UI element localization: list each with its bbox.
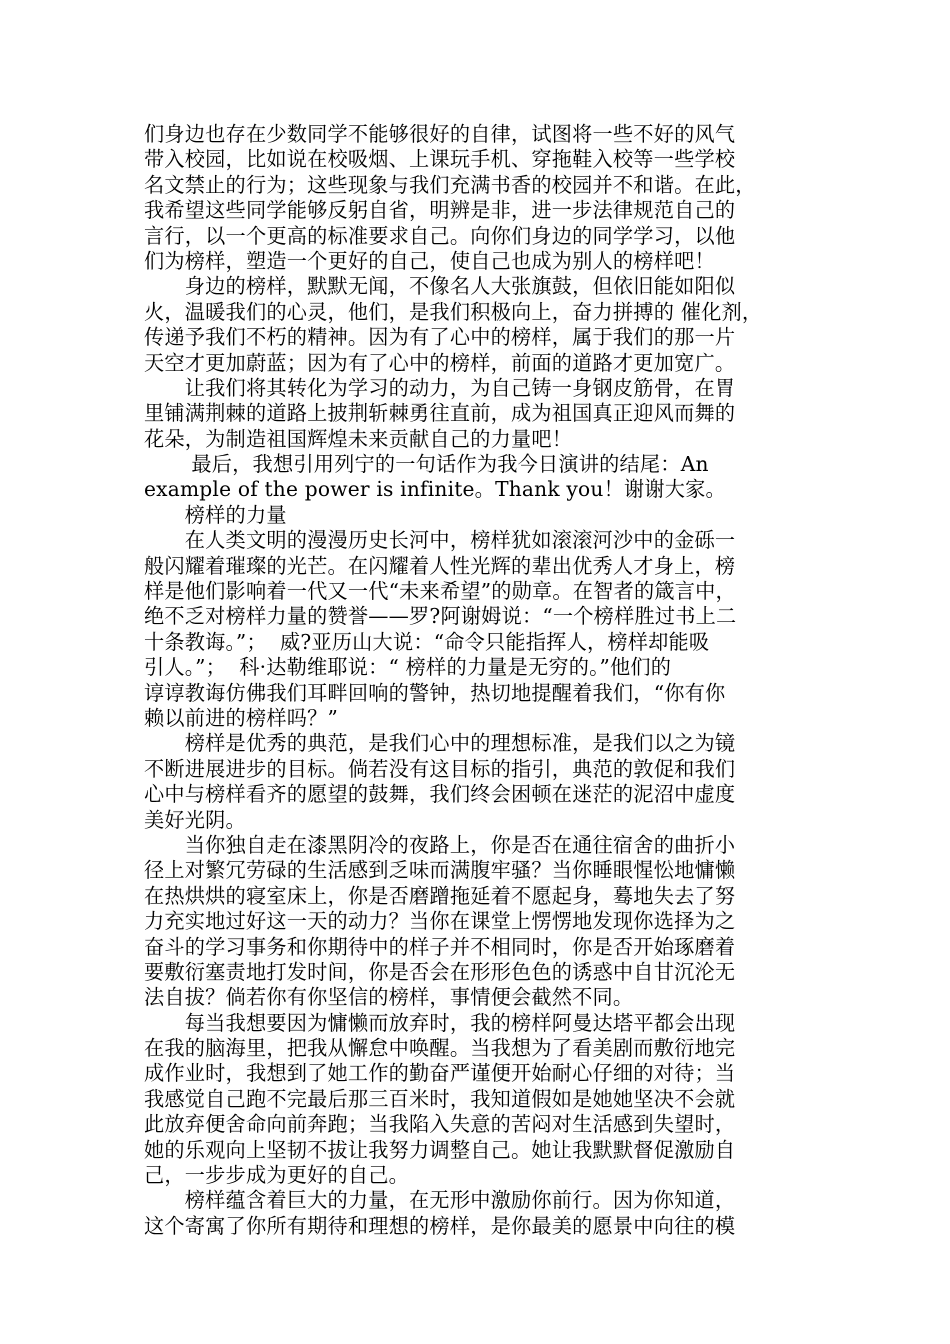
text-line: 法自拔？倘若你有你坚信的榜样，事情便会截然不同。: [144, 985, 634, 1010]
text-line: 绝不乏对榜样力量的赞誉——罗?阿谢姆说：“一个榜样胜过书上二: [144, 604, 737, 629]
text-line: 我感觉自己跑不完最后那三百米时，我知道假如是她她坚决不会就: [144, 1086, 736, 1111]
text-line: 火，温暖我们的心灵，他们，是我们积极向上，奋力拼搏的 催化剂，: [144, 299, 763, 324]
text-line: 谆谆教诲仿佛我们耳畔回响的警钟，热切地提醒着我们，“你有你: [144, 680, 726, 705]
text-line: 己，一步步成为更好的自己。: [144, 1163, 410, 1188]
text-line: 十条教诲。”； 威?亚历山大说：“命令只能指挥人，榜样却能吸: [144, 629, 710, 654]
text-line: 成作业时，我想到了她工作的勤奋严谨便开始耐心仔细的对待；当: [144, 1061, 736, 1086]
text-line: 不断进展进步的目标。倘若没有这目标的指引，典范的敦促和我们: [144, 756, 736, 781]
text-line: 奋斗的学习事务和你期待中的样子并不相同时，你是否开始琢磨着: [144, 934, 736, 959]
text-line: 这个寄寓了你所有期待和理想的榜样，是你最美的愿景中向往的模: [144, 1213, 736, 1238]
text-line: 美好光阴。: [144, 807, 246, 832]
text-line: 她的乐观向上坚韧不拔让我努力调整自己。她让我默默督促激励自: [144, 1137, 736, 1162]
text-line: 我希望这些同学能够反躬自省，明辨是非，进一步法律规范自己的: [144, 198, 736, 223]
text-line: 让我们将其转化为学习的动力，为自己铸一身钢皮筋骨，在胃: [144, 375, 736, 400]
text-line: 带入校园，比如说在校吸烟、上课玩手机、穿拖鞋入校等一些学校: [144, 147, 736, 172]
section-heading: 榜样的力量: [144, 502, 287, 527]
text-line: 花朵，为制造祖国辉煌未来贡献自己的力量吧！: [144, 426, 573, 451]
text-line: 力充实地过好这一天的动力？当你在课堂上愣愣地发现你选择为之: [144, 909, 736, 934]
text-line: 赖以前进的榜样吗？”: [144, 705, 339, 730]
text-line: 样是他们影响着一代又一代“未来希望”的勋章。在智者的箴言中，: [144, 579, 736, 604]
text-line: 天空才更加蔚蓝；因为有了心中的榜样，前面的道路才更加宽广。: [144, 350, 736, 375]
text-line: example of the power is infinite。Thank you！谢谢大家。: [144, 477, 726, 502]
text-line: 引人。”； 科·达勒维耶说：“ 榜样的力量是无穷的。”他们的: [144, 655, 672, 680]
text-line: 榜样是优秀的典范，是我们心中的理想标准，是我们以之为镜: [144, 731, 736, 756]
text-line: 径上对繁冗劳碌的生活感到乏味而满腹牢骚？当你睡眼惺忪地慵懒: [144, 858, 736, 883]
text-line: 在人类文明的漫漫历史长河中，榜样犹如滚滚河沙中的金砾一: [144, 528, 736, 553]
text-line: 里铺满荆棘的道路上披荆斩棘勇往直前，成为祖国真正迎风而舞的: [144, 401, 736, 426]
text-line: 言行，以一个更高的标准要求自己。向你们身边的同学学习，以他: [144, 223, 736, 248]
text-line: 身边的榜样，默默无闻，不像名人大张旗鼓，但依旧能如阳似: [144, 274, 736, 299]
text-line: 当你独自走在漆黑阴冷的夜路上，你是否在通往宿舍的曲折小: [144, 832, 736, 857]
text-line: 在我的脑海里，把我从懈怠中唤醒。当我想为了看美剧而敷衍地完: [144, 1036, 736, 1061]
text-line: 传递予我们不朽的精神。因为有了心中的榜样，属于我们的那一片: [144, 325, 736, 350]
document-page: [144, 122, 809, 1239]
text-line: 最后，我想引用列宁的一句话作为我今日演讲的结尾：An: [144, 452, 709, 477]
text-line: 们为榜样，塑造一个更好的自己，使自己也成为别人的榜样吧！: [144, 248, 715, 273]
text-line: 要敷衍塞责地打发时间，你是否会在形形色色的诱惑中自甘沉沦无: [144, 959, 736, 984]
text-line: 般闪耀着璀璨的光芒。在闪耀着人性光辉的辈出优秀人才身上，榜: [144, 553, 736, 578]
text-line: 在热烘烘的寝室床上，你是否磨蹭拖延着不愿起身，蓦地失去了努: [144, 883, 736, 908]
text-line: 此放弃便舍命向前奔跑；当我陷入失意的苦闷对生活感到失望时，: [144, 1112, 736, 1137]
text-line: 心中与榜样看齐的愿望的鼓舞，我们终会困顿在迷茫的泥沼中虚度: [144, 782, 736, 807]
text-line: 每当我想要因为慵懒而放弃时，我的榜样阿曼达塔平都会出现: [144, 1010, 736, 1035]
text-line: 榜样蕴含着巨大的力量，在无形中激励你前行。因为你知道，: [144, 1188, 736, 1213]
text-line: 们身边也存在少数同学不能够很好的自律，试图将一些不好的风气: [144, 122, 736, 146]
text-line: 名文禁止的行为；这些现象与我们充满书香的校园并不和谐。在此，: [144, 172, 756, 197]
